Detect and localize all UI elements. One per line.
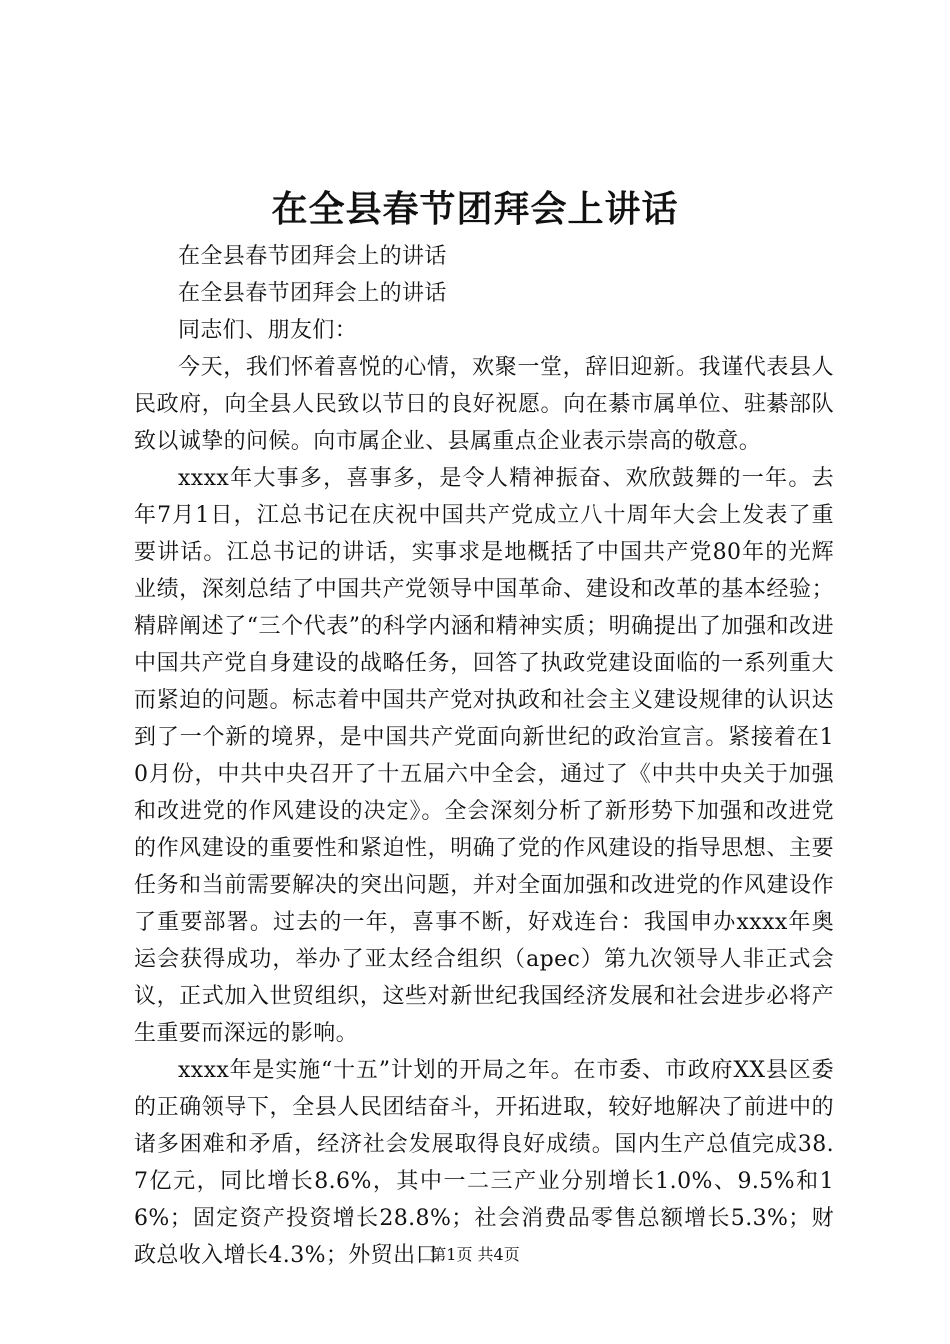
subtitle-line: 在全县春节团拜会上的讲话 xyxy=(178,244,447,269)
body-paragraph: xxxx年是实施“十五”计划的开局之年。在市委、市政府XX县区委的正确领导下，全县人民团结奋斗，开拓进取，较好地解决了前进中的诸多困难和矛盾，经济社会发展取得良好成绩。国内生产总值完成38.7亿元，同比增长8.6%，其中一二三产业分别增长1.0%、9.5%和16%；固定资产投资增长28.8%；社会消费品零售总额增长5.3%；财政总收入增长4.3%；外贸出口 xyxy=(134,1058,834,1268)
body-paragraph: xxxx年大事多，喜事多，是令人精神振奋、欢欣鼓舞的一年。去年7月1日，江总书记在庆祝中国共产党成立八十周年大会上发表了重要讲话。江总书记的讲话，实事求是地概括了中国共产党80年的光辉业绩，深刻总结了中国共产党领导中国革命、建设和改革的基本经验；精辟阐述了“三个代表”的科学内涵和精神实质；明确提出了加强和改进中国共产党自身建设的战略任务，回答了执政党建设面临的一系列重大而紧迫的问题。标志着中国共产党对执政和社会主义建设规律的认识达到了一个新的境界，是中国共产党面向新世纪的政治宣言。紧接着在10月份，中共中央召开了十五届六中全会，通过了《中共中央关于加强和改进党的作风建设的决定》。全会深刻分析了新形势下加强和改进党的作风建设的重要性和紧迫性，明确了党的作风建设的指导思想、主要任务和当前需要解决的突出问题，并对全面加强和改进党的作风建设作了重要部署。过去的一年，喜事不断，好戏连台：我国申办xxxx年奥运会获得成功，举办了亚太经合组织（apec）第九次领导人非正式会议，正式加入世贸组织，这些对新世纪我国经济发展和社会进步必将产生重要而深远的影响。 xyxy=(134,466,834,1046)
document-body xyxy=(134,238,834,1274)
subtitle-line: 在全县春节团拜会上的讲话 xyxy=(178,281,447,306)
page-number: 第1页 共4页 xyxy=(430,1245,520,1264)
body-paragraph: 今天，我们怀着喜悦的心情，欢聚一堂，辞旧迎新。我谨代表县人民政府，向全县人民致以节日的良好祝愿。向在綦市属单位、驻綦部队致以诚挚的问候。向市属企业、县属重点企业表示崇高的敬意。 xyxy=(134,355,834,454)
document-title: 在全县春节团拜会上讲话 xyxy=(271,188,679,230)
salutation: 同志们、朋友们： xyxy=(178,318,358,343)
